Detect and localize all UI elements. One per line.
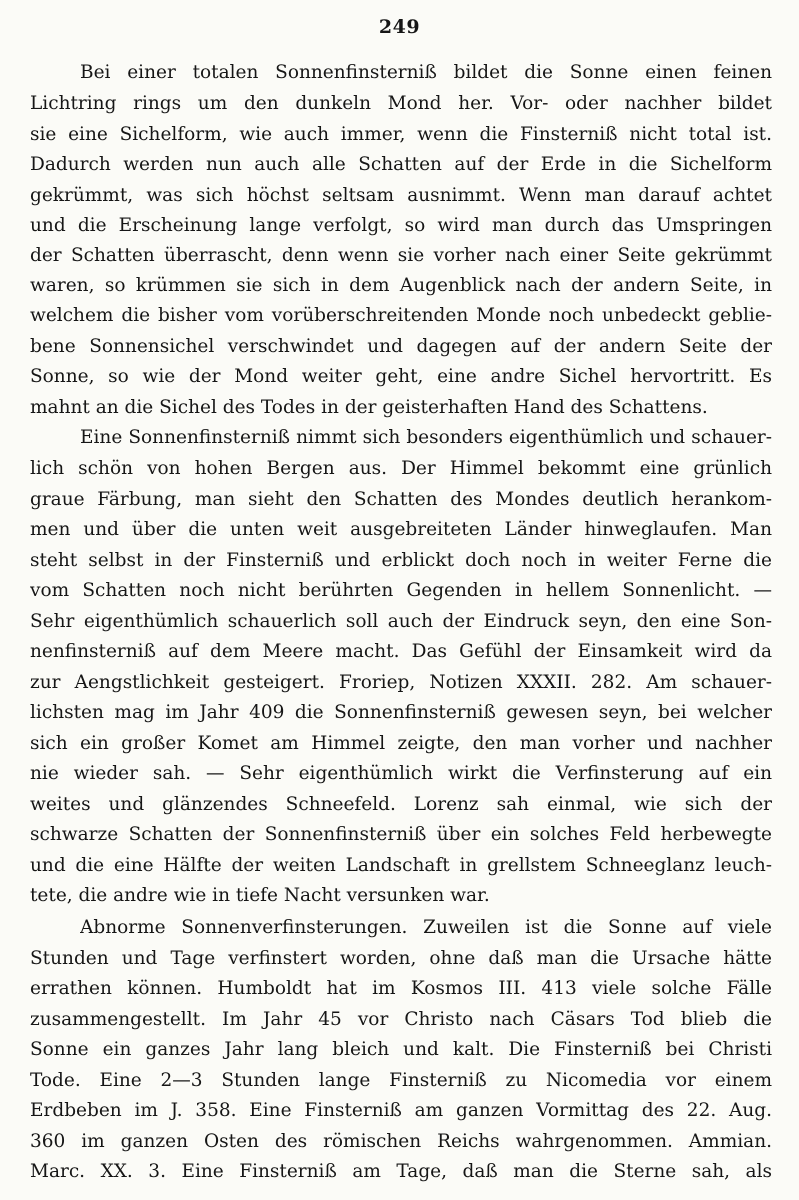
text-line: Lichtring rings um den dunkeln Mond her. Vor- oder nachher bildet bbox=[30, 93, 772, 114]
text-line: zusammengestellt. Im Jahr 45 vor Christo nach Cäsars Tod blieb die bbox=[30, 1009, 772, 1030]
text-line: Sonne, so wie der Mond weiter geht, eine andre Sichel hervortritt. Es bbox=[30, 366, 772, 387]
text-line: sie eine Sichelform, wie auch immer, wenn die Finsterniß nicht total ist. bbox=[30, 124, 772, 145]
text-line: Stunden und Tage verfinstert worden, ohne daß man die Ursache hätte bbox=[30, 948, 772, 969]
text-line: weites und glänzendes Schneefeld. Lorenz sah einmal, wie sich der bbox=[30, 794, 772, 815]
text-line: tete, die andre wie in tiefe Nacht versunken war. bbox=[30, 885, 490, 906]
text-line: vom Schatten noch nicht berührten Gegenden in hellem Sonnenlicht. — bbox=[30, 580, 772, 601]
text-line: 360 im ganzen Osten des römischen Reichs wahrgenommen. Ammian. bbox=[30, 1131, 772, 1152]
text-line: welchem die bisher vom vorüberschreitenden Monde noch unbedeckt geblie- bbox=[30, 305, 772, 326]
text-line: Bei einer totalen Sonnenfinsterniß bildet die Sonne einen feinen bbox=[80, 62, 772, 83]
text-line: lichsten mag im Jahr 409 die Sonnenfinsterniß gewesen seyn, bei welcher bbox=[30, 702, 772, 723]
text-line: Abnorme Sonnenverfinsterungen. Zuweilen ist die Sonne auf viele bbox=[80, 917, 772, 938]
text-line: graue Färbung, man sieht den Schatten des Mondes deutlich herankom- bbox=[30, 489, 772, 510]
text-line: Erdbeben im J. 358. Eine Finsterniß am ganzen Vormittag des 22. Aug. bbox=[30, 1100, 772, 1121]
text-line: bene Sonnensichel verschwindet und dagegen auf der andern Seite der bbox=[30, 336, 772, 357]
text-line: Tode. Eine 2—3 Stunden lange Finsterniß zu Nicomedia vor einem bbox=[30, 1070, 772, 1091]
text-line: schwarze Schatten der Sonnenfinsterniß über ein solches Feld herbewegte bbox=[30, 824, 772, 845]
text-line: Sonne ein ganzes Jahr lang bleich und kalt. Die Finsterniß bei Christi bbox=[30, 1039, 772, 1060]
text-line: nie wieder sah. — Sehr eigenthümlich wirkt die Verfinsterung auf ein bbox=[30, 763, 772, 784]
text-line: Sehr eigenthümlich schauerlich soll auch der Eindruck seyn, den eine Son- bbox=[30, 611, 772, 632]
text-line: Eine Sonnenfinsterniß nimmt sich besonders eigenthümlich und schauer- bbox=[80, 427, 772, 448]
page-number: 249 bbox=[378, 16, 421, 38]
text-line: gekrümmt, was sich höchst seltsam ausnimmt. Wenn man darauf achtet bbox=[30, 185, 772, 206]
text-line: sich ein großer Komet am Himmel zeigte, den man vorher und nachher bbox=[30, 733, 772, 754]
text-line: der Schatten überrascht, denn wenn sie vorher nach einer Seite gekrümmt bbox=[30, 245, 772, 266]
text-line: waren, so krümmen sie sich in dem Augenblick nach der andern Seite, in bbox=[30, 275, 772, 296]
text-line: steht selbst in der Finsterniß und erblickt doch noch in weiter Ferne die bbox=[30, 550, 772, 571]
text-line: men und über die unten weit ausgebreiteten Länder hinweglaufen. Man bbox=[30, 519, 772, 540]
text-line: Dadurch werden nun auch alle Schatten auf der Erde in die Sichelform bbox=[30, 154, 772, 175]
text-line: nenfinsterniß auf dem Meere macht. Das Gefühl der Einsamkeit wird da bbox=[30, 641, 772, 662]
text-line: mahnt an die Sichel des Todes in der geisterhaften Hand des Schattens. bbox=[30, 397, 708, 418]
text-line: und die Erscheinung lange verfolgt, so wird man durch das Umspringen bbox=[30, 215, 772, 236]
text-line: und die eine Hälfte der weiten Landschaft in grellstem Schneeglanz leuch- bbox=[30, 855, 772, 876]
text-line: zur Aengstlichkeit gesteigert. Froriep, Notizen XXXII. 282. Am schauer- bbox=[30, 672, 772, 693]
text-line: Marc. XX. 3. Eine Finsterniß am Tage, daß man die Sterne sah, als bbox=[30, 1161, 772, 1182]
text-line: errathen können. Humboldt hat im Kosmos III. 413 viele solche Fälle bbox=[30, 978, 772, 999]
text-line: lich schön von hohen Bergen aus. Der Himmel bekommt eine grünlich bbox=[30, 458, 772, 479]
